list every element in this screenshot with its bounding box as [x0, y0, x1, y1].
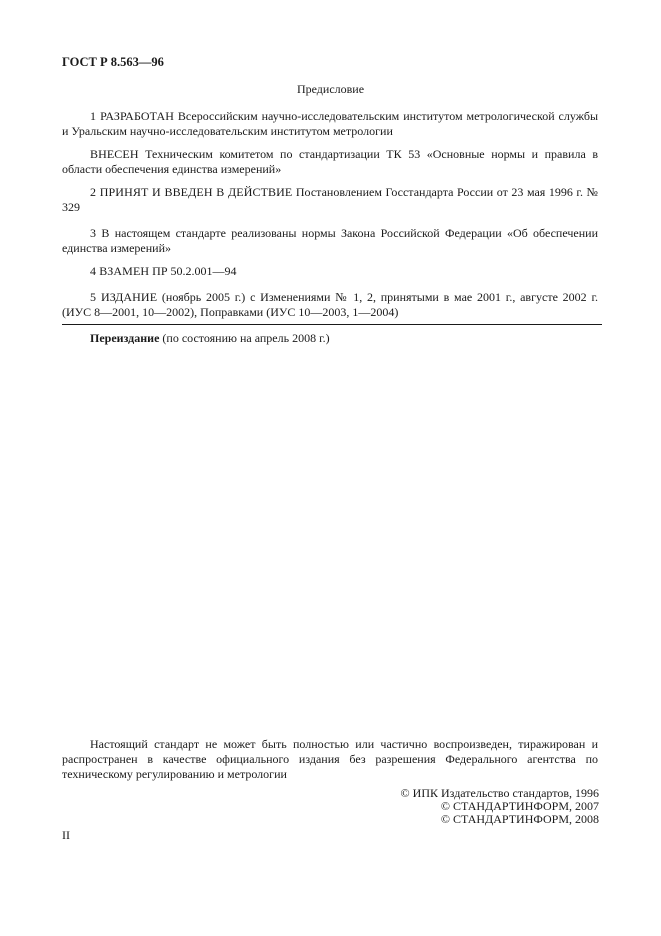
page-number: II [62, 828, 70, 842]
legal-notice: Настоящий стандарт не может быть полностью или частично воспроизведен, тиражирован и распространен в качестве официального издания без разрешения Федерального агентства по техническому регулированию и метрологии [62, 737, 598, 781]
paragraph-lead: ВНЕСЕН [90, 147, 139, 161]
paragraph-implemented [62, 226, 598, 256]
reprint-label: Переиздание [90, 331, 160, 345]
copyright-line: © СТАНДАРТИНФОРМ, 2008 [440, 812, 599, 826]
copyright-line: © СТАНДАРТИНФОРМ, 2007 [440, 799, 599, 813]
foreword-title: Предисловие [296, 82, 365, 96]
paragraph-developed [62, 109, 598, 139]
reprint-note [90, 331, 330, 346]
paragraph-adopted [62, 185, 598, 215]
paragraph-text: Техническим комитетом по стандартизации ТК 53 «Основные нормы и правила в области обеспечения единства измерений» [62, 147, 598, 176]
paragraph-lead: 2 ПРИНЯТ И ВВЕДЕН В ДЕЙСТВИЕ [90, 185, 293, 199]
paragraph-replaces [62, 264, 598, 279]
copyright-line: © ИПК Издательство стандартов, 1996 [400, 786, 599, 800]
paragraph-lead: 3 [90, 226, 97, 240]
paragraph-text: ПР 50.2.001—94 [149, 264, 237, 278]
paragraph-edition [62, 290, 598, 320]
copyright-block [401, 787, 599, 826]
paragraph-text: В настоящем стандарте реализованы нормы Закона Российской Федерации «Об обеспечении единства измерений» [62, 226, 598, 255]
paragraph-text: Всероссийским научно-исследовательским институтом метрологической службы и Уральским научно-исследовательским институтом метрологии [62, 109, 599, 138]
reprint-text: (по состоянию на апрель 2008 г.) [159, 331, 330, 345]
paragraph-introduced [62, 147, 598, 177]
paragraph-lead: 5 ИЗДАНИЕ [90, 290, 158, 304]
standard-number-header: ГОСТ Р 8.563—96 [62, 55, 164, 69]
section-divider [62, 324, 602, 325]
paragraph-text: Постановлением Госстандарта России от 23 мая 1996 г. № 329 [62, 185, 598, 214]
paragraph-lead: 4 ВЗАМЕН [90, 264, 150, 278]
paragraph-lead: 1 РАЗРАБОТАН [90, 109, 174, 123]
paragraph-text: (ноябрь 2005 г.) с Изменениями № 1, 2, принятыми в мае 2001 г., августе 2002 г. (ИУС 8—2001, 10—2002), Поправками (ИУС 10—2003, 1—2004) [62, 290, 599, 319]
